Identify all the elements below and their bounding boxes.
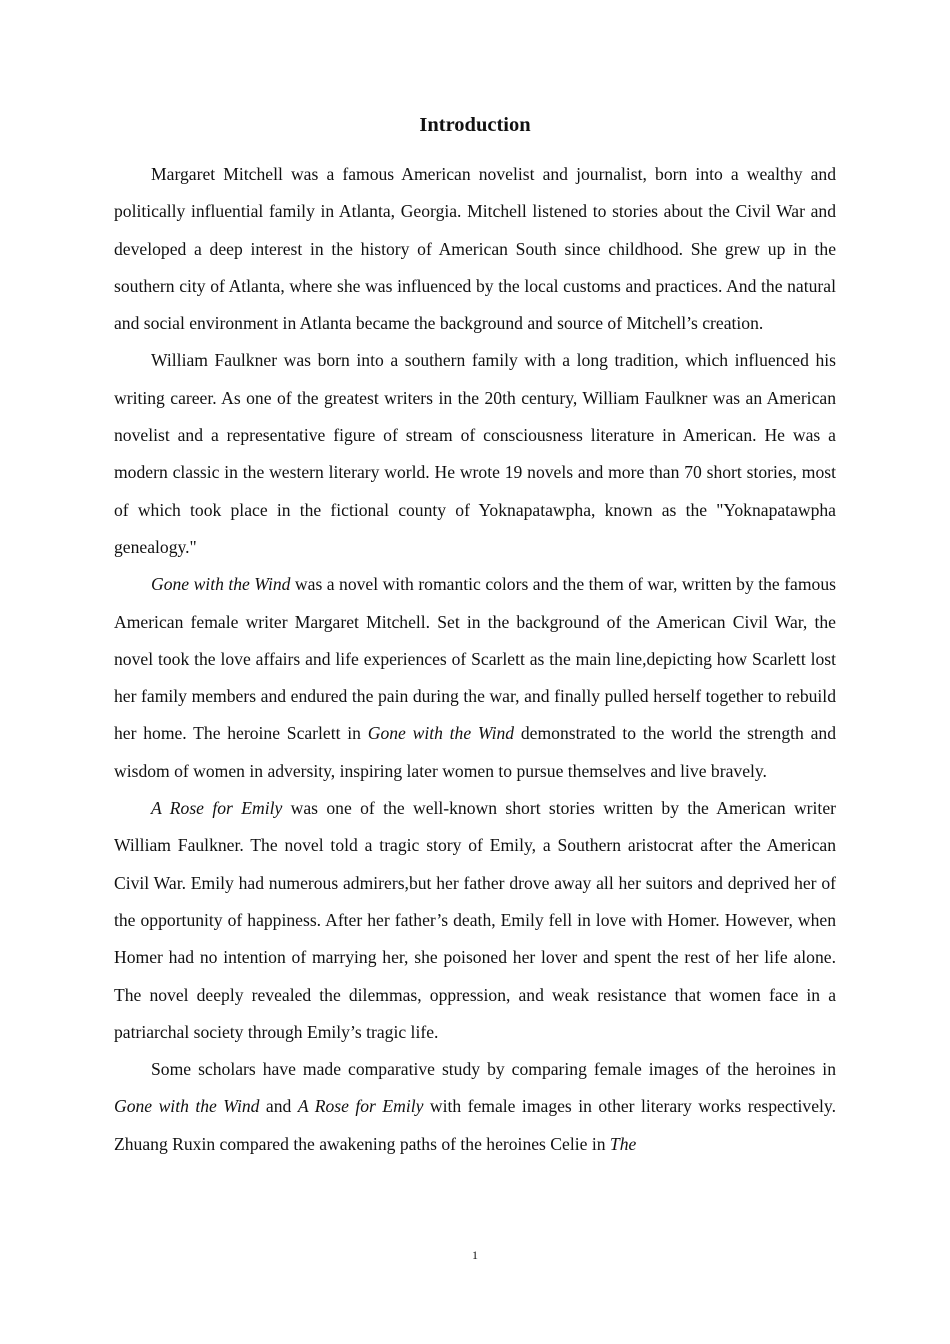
text-segment: William Faulkner was born into a southern family with a long tradition, which influenced his writing career. As one of the greatest writers in the 20th century, William Faulkner was an American novelist and a representative figure of stream of consciousness literature in American. He was a modern classic in the western literary world. He wrote 19 novels and more than 70 short stories, most of which took place in the fictional county of Yoknapatawpha, known as the "Yoknapatawpha genealogy." xyxy=(114,350,836,557)
paragraph-mitchell-bio xyxy=(114,156,836,342)
text-segment: was one of the well-known short stories written by the American writer William Faulkner. The novel told a tragic story of Emily, a Southern aristocrat after the American Civil War. Emily had numerous admirers,but her father drove away all her suitors and deprived her of the opportunity of happiness. After her father’s death, Emily fell in love with Homer. However, when Homer had no intention of marrying her, she poisoned her lover and spent the rest of her life alone. The novel deeply revealed the dilemmas, oppression, and weak resistance that women face in a patriarchal society through Emily’s tragic life. xyxy=(114,798,836,1042)
text-segment: and xyxy=(259,1096,298,1117)
book-title-italic: Gone with the Wind xyxy=(367,723,515,744)
text-segment: demonstrated to the world the strength and wisdom of women in adversity, inspiring later women to pursue themselves and live bravely. xyxy=(114,723,836,781)
text-segment: Some scholars have made comparative study by comparing female images of the heroines in xyxy=(151,1059,836,1080)
paragraph-scholars xyxy=(114,1051,836,1163)
text-segment: Margaret Mitchell was a famous American novelist and journalist, born into a wealthy and politically influential family in Atlanta, Georgia. Mitchell listened to stories about the Civil War and developed a deep interest in the history of American South since childhood. She grew up in the southern city of Atlanta, where she was influenced by the local customs and practices. And the natural and social environment in Atlanta became the background and source of Mitchell’s creation. xyxy=(114,164,836,334)
page-number: 1 xyxy=(472,1248,478,1262)
book-title-italic: A Rose for Emily xyxy=(297,1096,424,1117)
paragraph-faulkner-bio xyxy=(114,342,836,566)
book-title-italic: Gone with the Wind xyxy=(151,574,291,595)
book-title-italic: The xyxy=(609,1133,637,1154)
book-title-italic: A Rose for Emily xyxy=(151,798,283,819)
text-segment: with female images in other literary works respectively. Zhuang Ruxin compared the awakening paths of the heroines Celie in xyxy=(114,1096,836,1154)
paragraph-a-rose-for-emily xyxy=(114,790,836,1051)
document-body xyxy=(114,156,836,1163)
book-title-italic: Gone with the Wind xyxy=(114,1096,260,1117)
page-title: Introduction xyxy=(419,114,531,136)
text-segment: was a novel with romantic colors and the them of war, written by the famous American female writer Margaret Mitchell. Set in the background of the American Civil War, the novel took the love affairs and life experiences of Scarlett as the main line,depicting how Scarlett lost her family members and endured the pain during the war, and finally pulled herself together to rebuild her home. The heroine Scarlett in xyxy=(114,574,836,744)
paragraph-gone-with-the-wind xyxy=(114,566,836,790)
